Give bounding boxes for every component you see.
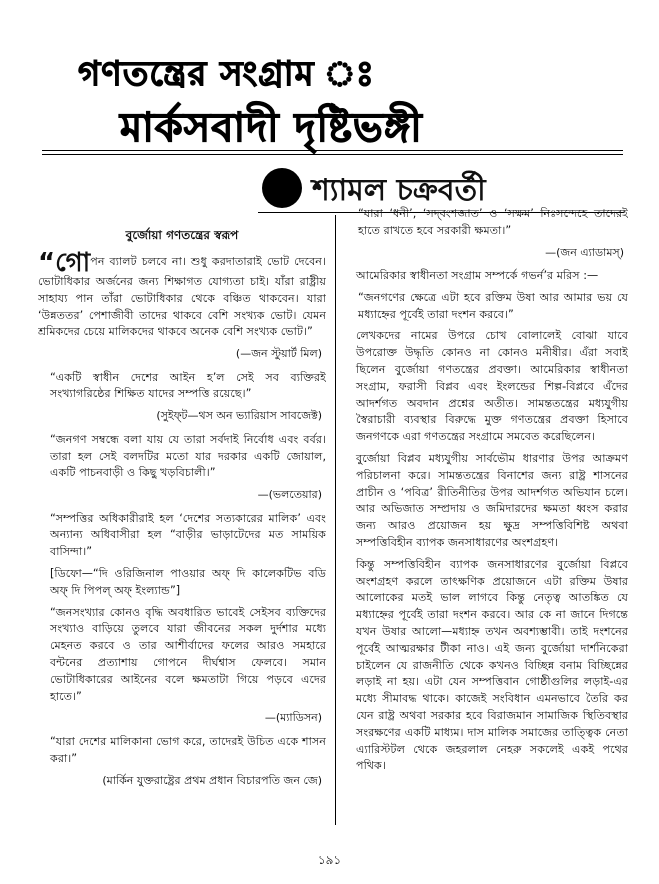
attribution-mill: (—জন স্টুয়ার্ট মিল) [235,347,322,361]
attribution-voltaire: —(ভলতেয়ার) [257,488,322,502]
attribution-jay: (মার্কিন যুক্তরাষ্ট্রের প্রথম প্রধান বিচারপতি জন জে) [102,773,322,787]
attribution-adams: —(জন এ্যাডামস্‌) [545,245,624,259]
morris-intro: আমেরিকার স্বাধীনতা সংগ্রাম সম্পর্কে গভর্ন’র মরিস :— [356,269,599,283]
title-rule-thin [42,154,623,155]
section-heading: বুর্জোয়া গণতন্ত্রের স্বরূপ [125,228,239,242]
column-divider [335,215,336,825]
quote-jay: “যারা দেশের মালিকানা ভোগ করে, তাদেরই উচিত একে শাসন করা।” [50,734,326,765]
attribution-defoe: [ডিফো—“দি ওরিজিনাল পাওয়ার অফ্‌ দি কালেকটিভ বডি অফ্‌ দি পিপল্‌ অফ্‌ ইংল্যান্ড”] [50,567,326,597]
opening-quote-text: পন ব্যালট চলবে না। শুধু করদাতারাই ভোট দেবেন। ভোটাধিকার অর্জনের জন্য শিক্ষাগত যোগ্যতা চাই। যাঁরা রাষ্ট্রীয় সাহায্য পান তাঁরা ভোটাধিকার থেকে বঞ্চিত থাকবেন। যারা ‘উন্নততর’ পেশাজীবী তাদের থাকবে বেশি সংখ্যক ভোট। যেমন শ্রমিকদের চেয়ে মালিকদের থাকবে অনেক বেশি সংখ্যক ভোট।” [38,255,326,339]
author-name: শ্যামল চক্রবর্তী [312,173,486,208]
author-bullet-icon [262,168,302,208]
right-column [346,190,628,830]
attribution-swift: (সুইফ্‌ট—থস অন ভ্যারিয়াস সাবজেক্ট) [156,409,322,423]
quote-swift: “একটি স্বাধীন দেশের আইন হ’ল সেই সব ব্যক্তিরই সংখ্যাগরিষ্ঠের শিক্ষিত যাদের সম্পত্তি রয়েছে।” [50,370,326,401]
left-column [38,226,326,838]
drop-cap: “গো [38,248,91,278]
quote-morris: “জনগণের ক্ষেত্রে এটা হবে রক্তিম উষা আর আমার ভয় যে মধ্যাহ্নের পূর্বেই তারা দংশন করবে।” [358,290,628,321]
title-rule [42,150,623,151]
quote-voltaire: “জনগণ সম্বন্ধে বলা যায় যে তারা সর্বদাই নির্বোধ এবং বর্বর। তারা হল সেই বলদটির মতো যার দরকার একটি জোয়াল, একটি পাচনবাড়ী ও কিছু খড়বিচালী।” [50,432,326,480]
opening-quote [38,248,326,341]
body-paragraph-3: কিন্তু সম্পত্তিবিহীন ব্যাপক জনসাধারণের বুর্জোয়া বিপ্লবে অংশগ্রহণ করলে তাৎক্ষণিক প্রয়োজনে এটা রক্তিম উষার আলোকের মতই ভাল লাগবে কিন্তু নেতৃত্ব আতঙ্কিত যে মধ্যাহ্নের পূর্বেই তারা দংশন করবে। আর কে না জানে দিগন্তে যখন উষার আলো—মধ্যাহ্ন তখন অবশ্যম্ভাবী। তাই দংশনের পূর্বেই আত্মরক্ষার টীকা নাও। এই জন্য বুর্জোয়া দার্শনিকেরা চাইলেন যে রাজনীতি থেকে কখনও বিচ্ছিন্ন বনাম বিচ্ছিন্নের লড়াই না হয়। এটা যেন সম্পত্তিবান গোষ্ঠীগুলির লড়াই-এর মধ্যে সীমাবদ্ধ থাকে। কাজেই সংবিধান এমনভাবে তৈরি কর যেন রাষ্ট্র অথবা সরকার হবে বিরাজমান সামাজিক স্থিতিবস্থার সংরক্ষণের একটি মাধ্যম। দাস মালিক সমাজের তাত্ত্বিক নেতা এ্যারিস্টটল থেকে জহরলাল নেহরু সকলেই একই পথের পথিক। [356,557,628,773]
article-title-line-1: গণতন্ত্রের সংগ্রাম ঃ [78,54,375,94]
quote-madison: “জনসংখ্যার কোনও বৃদ্ধি অবধারিত ভাবেই সেইসব ব্যক্তিদের সংখ্যাও বাড়িয়ে তুলবে যারা জীবনের সকল দুর্দশার মধ্যে মেহনত করবে ও তার আশীর্বাদের ফলের আরও সমহারে বন্টনের প্রত্যাশায় গোপনে দীর্ঘশ্বাস ফেলবে। সমান ভোটাধিকারের আইনের বলে ক্ষমতাটা গিয়ে পড়বে এদের হাতে।” [50,605,326,703]
quote-adams: “যারা ‘ধনী’, ‘সদ্‌বংশজাত’ ও ‘সক্ষম’ নিঃসন্দেহে তাদেরই হাতে রাখতে হবে সরকারী ক্ষমতা।” [358,207,628,237]
article-title-line-2: মার্কসবাদী দৃষ্টিভঙ্গী [120,105,423,151]
body-paragraph-2: বুর্জোয়া বিপ্লব মধ্যযুগীয় সার্বভৌম ধারণার উপর আক্রমণ পরিচালনা করে। সামন্ততন্ত্রের বিনাশের জন্য রাষ্ট্র শাসনের প্রাচীন ও ‘পবিত্র’ রীতিনীতির উপর আদর্শগত অভিযান চলে। আর অভিজাত সম্প্রদায় ও জমিদারদের ক্ষমতা ধ্বংস করার জন্য আরও প্রয়োজন হয় ক্ষুদ্র সম্পত্তিবিশিষ্ট অথবা সম্পত্তিবিহীন ব্যাপক জনসাধারণের অংশগ্রহণ। [356,452,628,550]
page-number: ১৯১ [317,853,342,867]
attribution-madison: —(ম্যাডিসন) [264,711,322,725]
quote-defoe: “সম্পত্তির অধিকারীরাই হল ‘দেশের সত্যকারের মালিক’ এবং অন্যান্য অধিবাসীরা হল “বাড়ীর ভাড়াটেদের মত সাময়িক বাসিন্দা।” [50,511,326,559]
body-paragraph-1: লেখকদের নামের উপরে চোখ বোলালেই বোঝা যাবে উপরোক্ত উদ্ধৃতি কোনও না কোনও মনীষীর। এঁরা সবাই ছিলেন বুর্জোয়া গণতন্ত্রের প্রবক্তা। আমেরিকার স্বাধীনতা সংগ্রাম, ফরাসী বিপ্লব এবং ইংলন্ডের শিল্প-বিপ্লবে এঁদের আদর্শগত অবদান প্রশ্নের অতীত। সামন্ততন্ত্রের মধ্যযুগীয় স্বৈরাচারী ব্যবস্থার বিরুদ্ধে মুক্ত গণতন্ত্রের প্রবক্তা হিসাবে জনগণকে এরা গণতন্ত্রের সংগ্রামে সমবেত করেছিলেন। [356,329,628,444]
